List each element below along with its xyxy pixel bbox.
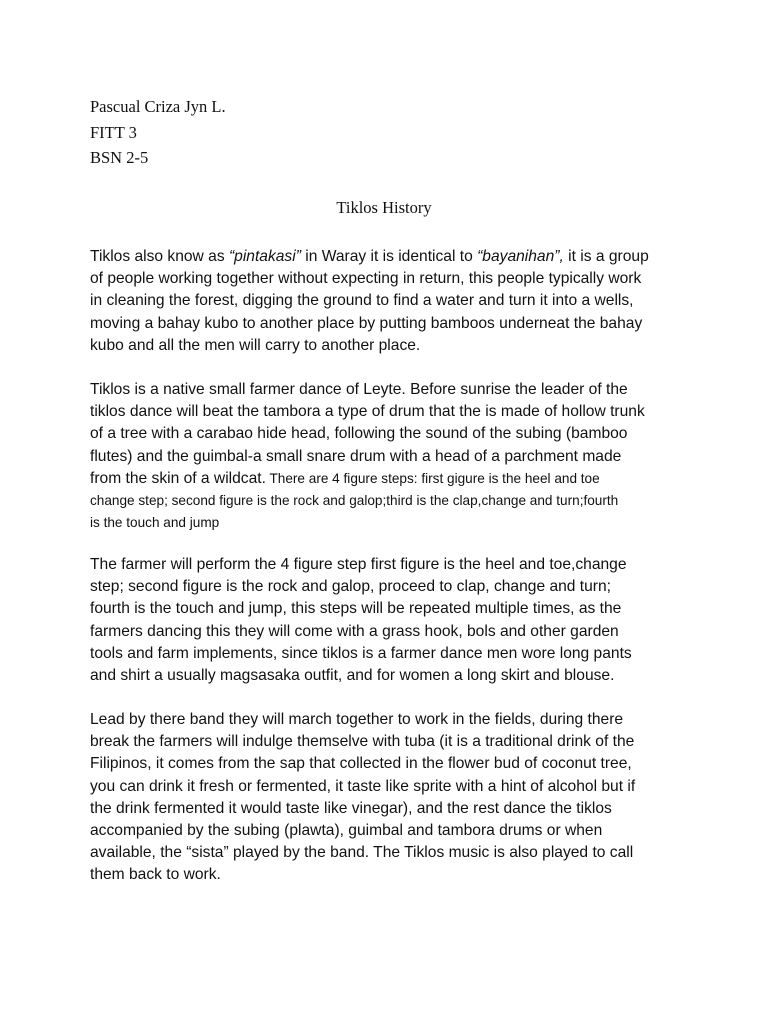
paragraph-line: and shirt a usually magsasaka outfit, and for women a long skirt and blouse. bbox=[90, 667, 615, 685]
paragraph-line bbox=[90, 468, 690, 490]
paragraph-line: tiklos dance will beat the tambora a type of drum that the is made of hollow trunk bbox=[90, 403, 645, 421]
text-run: Tiklos also know as bbox=[90, 248, 229, 265]
author-header bbox=[90, 94, 226, 171]
paragraph-line: tools and farm implements, since tiklos is a farmer dance men wore long pants bbox=[90, 644, 632, 662]
paragraph-line: of a tree with a carabao hide head, following the sound of the subing (bamboo bbox=[90, 425, 628, 443]
paragraph-line: is the touch and jump bbox=[90, 515, 220, 531]
paragraph-line: of people working together without expecting in return, this people typically work bbox=[90, 270, 642, 288]
emphasis-text: “bayanihan”, bbox=[477, 248, 564, 265]
text-run: in Waray it is identical to bbox=[300, 248, 478, 265]
author-name: Pascual Criza Jyn L. bbox=[90, 97, 226, 116]
paragraph-line bbox=[90, 246, 690, 268]
paragraph-line: accompanied by the subing (plawta), guimbal and tambora drums or when bbox=[90, 822, 603, 840]
paragraph-2 bbox=[90, 379, 690, 534]
paragraph-line: The farmer will perform the 4 figure step first figure is the heel and toe,change bbox=[90, 556, 627, 573]
text-run: it is a group bbox=[563, 248, 649, 265]
paragraph-line: break the farmers will indulge themselve with tuba (it is a traditional drink of the bbox=[90, 733, 635, 751]
paragraph-line: the drink fermented it would taste like vinegar), and the rest dance the tiklos bbox=[90, 799, 612, 817]
section-code: BSN 2-5 bbox=[90, 148, 149, 167]
text-run-small: There are 4 figure steps: first gigure is the heel and toe bbox=[265, 470, 600, 486]
paragraph-line: flutes) and the guimbal-a small snare drum with a head of a parchment made bbox=[90, 447, 622, 465]
paragraph-line: step; second figure is the rock and galop, proceed to clap, change and turn; bbox=[90, 578, 611, 596]
paragraph-line: them back to work. bbox=[90, 866, 221, 884]
paragraph-line: moving a bahay kubo to another place by putting bamboos underneat the bahay bbox=[90, 314, 643, 332]
paragraph-line: fourth is the touch and jump, this steps will be repeated multiple times, as the bbox=[90, 600, 622, 618]
paragraph-line: change step; second figure is the rock and galop;third is the clap,change and turn;fourth bbox=[90, 493, 619, 509]
paragraph-line: farmers dancing this they will come with a grass hook, bols and other garden bbox=[90, 622, 619, 640]
paragraph-1 bbox=[90, 246, 690, 357]
paragraph-4 bbox=[90, 709, 690, 887]
text-run: from the skin of a wildcat. bbox=[90, 469, 266, 487]
emphasis-text: “pintakasi” bbox=[228, 248, 301, 265]
document-title: Tiklos History bbox=[336, 198, 432, 217]
paragraph-line: Filipinos, it comes from the sap that collected in the flower bud of coconut tree, bbox=[90, 755, 632, 773]
paragraph-line: kubo and all the men will carry to another place. bbox=[90, 336, 421, 354]
paragraph-3 bbox=[90, 554, 690, 687]
paragraph-line: in cleaning the forest, digging the ground to find a water and turn it into a wells, bbox=[90, 292, 634, 310]
paragraph-line: Tiklos is a native small farmer dance of Leyte. Before sunrise the leader of the bbox=[90, 381, 628, 398]
course-code: FITT 3 bbox=[90, 122, 137, 142]
paragraph-line: you can drink it fresh or fermented, it taste like sprite with a hint of alcohol but if bbox=[90, 777, 636, 795]
paragraph-line: available, the “sista” played by the band. The Tiklos music is also played to call bbox=[90, 844, 634, 862]
paragraph-line: Lead by there band they will march together to work in the fields, during there bbox=[90, 711, 624, 728]
